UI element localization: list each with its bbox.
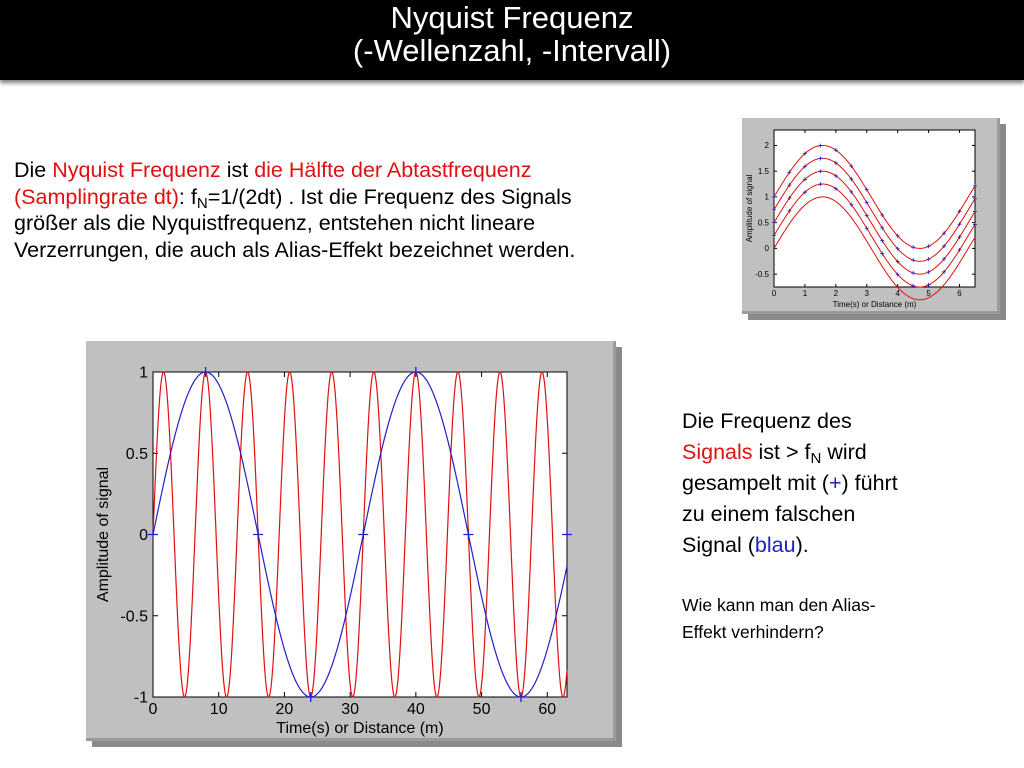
x-axis-label: Time(s) or Distance (m) xyxy=(832,300,917,309)
x-tick-label: 1 xyxy=(802,289,808,298)
definition-paragraph xyxy=(14,157,714,263)
text-segment: =1/(2dt) . Ist die Frequenz des Signals xyxy=(207,184,572,209)
y-axis-label: Amplitude of signal xyxy=(95,466,112,603)
y-tick-label: 0 xyxy=(764,244,769,254)
x-tick-label: 40 xyxy=(406,701,425,718)
x-axis-label: Time(s) or Distance (m) xyxy=(276,720,444,737)
text-segment: ist xyxy=(220,158,255,182)
y-tick-label: 2 xyxy=(764,141,769,151)
half-sampling-term: die Hälfte der Abtastfrequenz xyxy=(254,158,532,182)
text-segment: wird xyxy=(821,440,867,464)
x-tick-label: 0 xyxy=(148,701,158,718)
blue-term: blau xyxy=(754,533,796,557)
slide-subtitle: (-Wellenzahl, -Intervall) xyxy=(352,33,672,68)
x-tick-label: 30 xyxy=(341,701,360,718)
x-tick-label: 5 xyxy=(926,289,931,298)
x-tick-label: 60 xyxy=(538,701,557,718)
text-segment: ) führt xyxy=(841,471,898,495)
x-tick-label: 20 xyxy=(275,701,294,718)
text-segment: Signal ( xyxy=(682,533,755,557)
y-tick-label: -0.5 xyxy=(755,269,769,279)
signals-term: Signals xyxy=(682,440,753,464)
x-tick-label: 0 xyxy=(771,289,777,298)
question-line: Effekt verhindern? xyxy=(682,622,824,642)
y-tick-label: 1.5 xyxy=(757,166,769,176)
text-segment: : f xyxy=(178,184,197,209)
text-segment: Die xyxy=(14,158,53,182)
y-tick-label: 1 xyxy=(764,192,769,202)
y-tick-label: -1 xyxy=(133,689,148,707)
x-tick-label: 50 xyxy=(472,701,491,718)
y-tick-label: 0.5 xyxy=(125,445,148,463)
nyquist-term: Nyquist Frequenz xyxy=(52,158,221,182)
samplingrate-term: (Samplingrate dt) xyxy=(14,184,179,209)
y-tick-label: 0 xyxy=(139,527,148,545)
small-plot xyxy=(742,118,1000,314)
plus-marker-symbol: + xyxy=(828,471,842,495)
x-tick-label: 6 xyxy=(957,289,962,298)
x-tick-label: 4 xyxy=(895,289,900,298)
large-plot-frame xyxy=(86,341,616,741)
x-tick-label: 3 xyxy=(864,289,869,298)
slide-title: Nyquist Frequenz xyxy=(390,0,634,35)
large-plot xyxy=(86,341,616,741)
y-tick-label: 0.5 xyxy=(757,218,769,228)
text-line: zu einem falschen xyxy=(682,502,856,526)
question-line: Wie kann man den Alias- xyxy=(682,595,876,615)
aliasing-explanation xyxy=(682,406,982,561)
text-segment: Verzerrungen, die auch als Alias-Effekt bezeichnet werden. xyxy=(14,237,576,262)
y-tick-label: -0.5 xyxy=(120,608,148,626)
title-bar xyxy=(0,0,1024,80)
question-paragraph xyxy=(682,592,982,646)
y-axis-label: Amplitude of signal xyxy=(745,174,754,243)
x-tick-label: 10 xyxy=(209,701,228,718)
small-plot-frame xyxy=(742,118,1000,314)
x-tick-label: 2 xyxy=(833,289,839,298)
text-segment: ist > f xyxy=(752,440,811,464)
text-segment: größer als die Nyquistfrequenz, entstehen nicht lineare xyxy=(14,211,536,235)
text-segment: gesampelt mit ( xyxy=(682,471,829,495)
text-line: Die Frequenz des xyxy=(682,409,852,433)
subscript-n: N xyxy=(810,450,822,467)
subscript-n: N xyxy=(196,194,208,212)
y-tick-label: 1 xyxy=(139,364,148,382)
text-segment: ). xyxy=(795,533,809,557)
